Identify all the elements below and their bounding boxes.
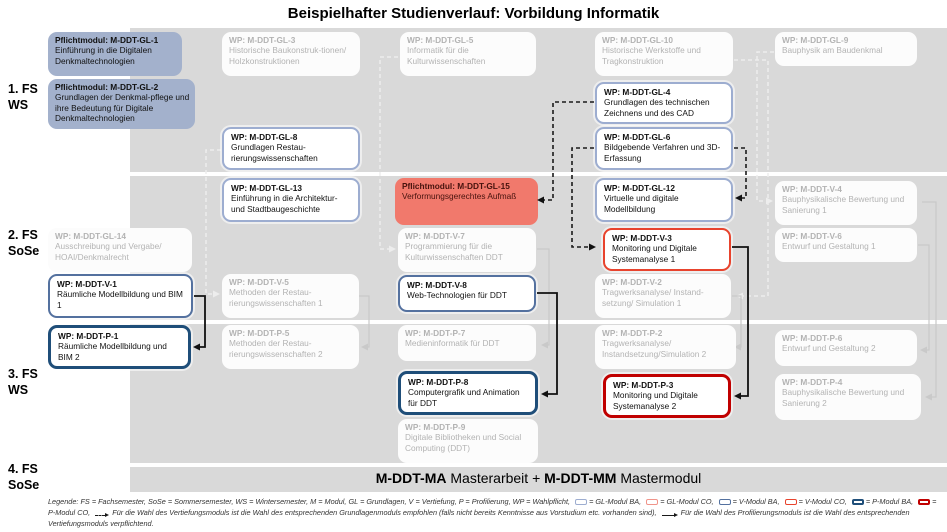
module-gl-2 — [48, 79, 195, 129]
module-code: Pflichtmodul: M-DDT-GL-1 — [55, 35, 159, 45]
module-code: WP: M-DDT-GL-6 — [604, 132, 671, 142]
module-code: WP: M-DDT-GL-4 — [604, 87, 671, 97]
legend-p-co-label: = P-Modul CO, — [48, 497, 937, 517]
module-title: Web-Technologien für DDT — [407, 290, 507, 301]
master-ma-code: M-DDT-MA — [375, 470, 447, 486]
module-code: WP: M-DDT-GL-9 — [782, 35, 849, 45]
module-title: Entwurf und Gestaltung 1 — [782, 241, 876, 252]
module-title: Tragwerksanalyse/ Instand-setzung/ Simulation 1 — [602, 287, 704, 308]
module-code: WP: M-DDT-GL-14 — [55, 231, 126, 241]
module-title: Medieninformatik für DDT — [405, 338, 500, 349]
module-v-8 — [398, 275, 536, 312]
legend — [48, 497, 943, 530]
module-code: WP: M-DDT-V-4 — [782, 184, 842, 194]
module-title: Historische Werkstoffe und Tragkonstruktion — [602, 45, 701, 66]
module-title: Digitale Bibliotheken und Social Computing (DDT) — [405, 432, 522, 453]
module-code: Pflichtmodul: M-DDT-GL-15 — [402, 181, 510, 191]
module-title: Computergrafik und Animation für DDT — [408, 387, 520, 408]
module-title: Bildgebende Verfahren und 3D-Erfassung — [604, 142, 721, 163]
legend-dashed-rule: Für die Wahl des Vertiefungsmoduls ist die Wahl des entsprechenden Grundlagenmoduls empfohlen (falls nicht bereits Kenntnisse aus Vorstudium etc. vorhanden sind), — [112, 507, 657, 517]
module-code: WP: M-DDT-P-4 — [782, 377, 843, 387]
module-title: Bauphysik am Baudenkmal — [782, 45, 883, 56]
module-title: Informatik für die Kulturwissenschaften — [407, 45, 486, 66]
module-title: Historische Baukonstruk-tionen/ Holzkonstruktionen — [229, 45, 347, 66]
module-title: Einführung in die Digitalen Denkmaltechnologien — [55, 45, 152, 66]
row-label-3: 3. FS WS — [8, 367, 38, 397]
module-title: Virtuelle und digitale Modellbildung — [604, 193, 679, 214]
module-p-7 — [398, 325, 536, 361]
module-gl-5 — [400, 32, 536, 76]
module-gl-8 — [222, 127, 360, 170]
module-title: Bauphysikalische Bewertung und Sanierung 2 — [782, 387, 905, 408]
legend-solid-rule: Für die Wahl des Profilierungsmoduls ist die Wahl des entsprechenden Vertiefungsmoduls verpflichtend. — [48, 507, 910, 528]
p-modul-ba-swatch-icon — [852, 499, 864, 505]
module-gl-14 — [48, 228, 192, 272]
gl-modul-co-swatch-icon — [646, 499, 658, 505]
module-gl-12 — [595, 178, 733, 222]
module-title: Verformungsgerechtes Aufmaß — [402, 191, 517, 202]
module-gl-15 — [395, 178, 538, 225]
module-gl-1 — [48, 32, 182, 76]
module-p-3 — [603, 374, 731, 418]
legend-v-co-label: = V-Modul CO, — [798, 497, 847, 506]
module-code: WP: M-DDT-P-3 — [613, 380, 674, 390]
module-code: WP: M-DDT-P-8 — [408, 377, 469, 387]
row-label-4: 4. FS SoSe — [8, 462, 40, 492]
legend-v-ba-label: = V-Modul BA, — [732, 497, 780, 506]
solid-arrow-icon — [662, 513, 678, 517]
module-title: Räumliche Modellbildung und BIM 2 — [58, 341, 167, 362]
module-p-9 — [398, 419, 538, 463]
module-v-2 — [595, 274, 731, 318]
master-mm-label: Mastermodul — [620, 470, 702, 486]
module-p-1 — [48, 325, 191, 369]
module-title: Grundlagen des technischen Zeichnens und des CAD — [604, 97, 710, 118]
master-bar — [130, 470, 947, 486]
module-code: WP: M-DDT-V-5 — [229, 277, 289, 287]
v-modul-co-swatch-icon — [785, 499, 797, 505]
module-code: WP: M-DDT-V-8 — [407, 280, 467, 290]
module-code: WP: M-DDT-GL-5 — [407, 35, 474, 45]
module-code: WP: M-DDT-P-9 — [405, 422, 466, 432]
module-code: WP: M-DDT-V-2 — [602, 277, 662, 287]
module-title: Methoden der Restau-rierungswissenschaften 1 — [229, 287, 323, 308]
module-title: Einführung in die Architektur- und Stadtbaugeschichte — [231, 193, 338, 214]
module-gl-9 — [775, 32, 917, 66]
module-code: WP: M-DDT-V-1 — [57, 279, 117, 289]
module-code: WP: M-DDT-P-5 — [229, 328, 290, 338]
module-gl-13 — [222, 178, 360, 222]
module-title: Monitoring und Digitale Systemanalyse 2 — [613, 390, 698, 411]
p-modul-co-swatch-icon — [918, 499, 930, 505]
legend-gl-co-label: = GL-Modul CO, — [660, 497, 714, 506]
module-code: WP: M-DDT-V-6 — [782, 231, 842, 241]
master-ma-label: Masterarbeit + — [450, 470, 541, 486]
module-code: WP: M-DDT-P-2 — [602, 328, 663, 338]
module-code: WP: M-DDT-P-1 — [58, 331, 119, 341]
module-code: WP: M-DDT-GL-13 — [231, 183, 302, 193]
v-modul-ba-swatch-icon — [719, 499, 731, 505]
module-code: WP: M-DDT-GL-3 — [229, 35, 296, 45]
module-v-5 — [222, 274, 359, 318]
module-gl-4 — [595, 82, 733, 124]
module-title: Methoden der Restau-rierungswissenschaften 2 — [229, 338, 323, 359]
module-title: Bauphysikalische Bewertung und Sanierung 1 — [782, 194, 905, 215]
module-title: Räumliche Modellbildung und BIM 1 — [57, 289, 183, 310]
module-v-3 — [603, 228, 731, 271]
module-code: Pflichtmodul: M-DDT-GL-2 — [55, 82, 159, 92]
module-p-8 — [398, 371, 538, 415]
module-gl-10 — [595, 32, 733, 76]
module-code: WP: M-DDT-P-7 — [405, 328, 466, 338]
module-code: WP: M-DDT-V-7 — [405, 231, 465, 241]
module-title: Tragwerksanalyse/ Instandsetzung/Simulation 2 — [602, 338, 707, 359]
master-mm-code: M-DDT-MM — [544, 470, 617, 486]
module-title: Grundlagen der Denkmal-pflege und ihre Bedeutung für Digitale Denkmaltechnologien — [55, 92, 190, 123]
module-code: WP: M-DDT-V-3 — [612, 233, 672, 243]
row-label-2: 2. FS SoSe — [8, 228, 40, 258]
module-title: Ausschreibung und Vergabe/ HOAI/Denkmalrecht — [55, 241, 162, 262]
module-title: Grundlagen Restau-rierungswissenschaften — [231, 142, 318, 163]
module-p-2 — [595, 325, 736, 369]
row-label-1: 1. FS WS — [8, 82, 38, 112]
module-code: WP: M-DDT-P-6 — [782, 333, 843, 343]
module-p-5 — [222, 325, 359, 369]
gl-modul-ba-swatch-icon — [575, 499, 587, 505]
legend-p-ba-label: = P-Modul BA, — [865, 497, 914, 506]
module-v-7 — [398, 228, 536, 272]
module-title: Programmierung für die Kulturwissenschaften DDT — [405, 241, 503, 262]
module-p-4 — [775, 374, 921, 420]
module-p-6 — [775, 330, 917, 366]
module-v-6 — [775, 228, 917, 262]
module-code: WP: M-DDT-GL-12 — [604, 183, 675, 193]
legend-intro: Legende: FS = Fachsemester, SoSe = Sommersemester, WS = Wintersemester, M = Modul, GL = Grundlagen, V = Vertiefung, P = Profilierung, WP = Wahlpflicht, — [48, 497, 571, 506]
diagram-title: Beispielhafter Studienverlauf: Vorbildung Informatik — [287, 5, 660, 22]
module-v-1 — [48, 274, 193, 318]
legend-gl-ba-label: = GL-Modul BA, — [589, 497, 642, 506]
module-v-4 — [775, 181, 917, 225]
module-title: Monitoring und Digitale Systemanalyse 1 — [612, 243, 697, 264]
module-title: Entwurf und Gestaltung 2 — [782, 343, 876, 354]
module-gl-3 — [222, 32, 360, 76]
module-code: WP: M-DDT-GL-8 — [231, 132, 298, 142]
module-gl-6 — [595, 127, 733, 170]
dashed-arrow-icon — [95, 513, 109, 517]
module-code: WP: M-DDT-GL-10 — [602, 35, 673, 45]
